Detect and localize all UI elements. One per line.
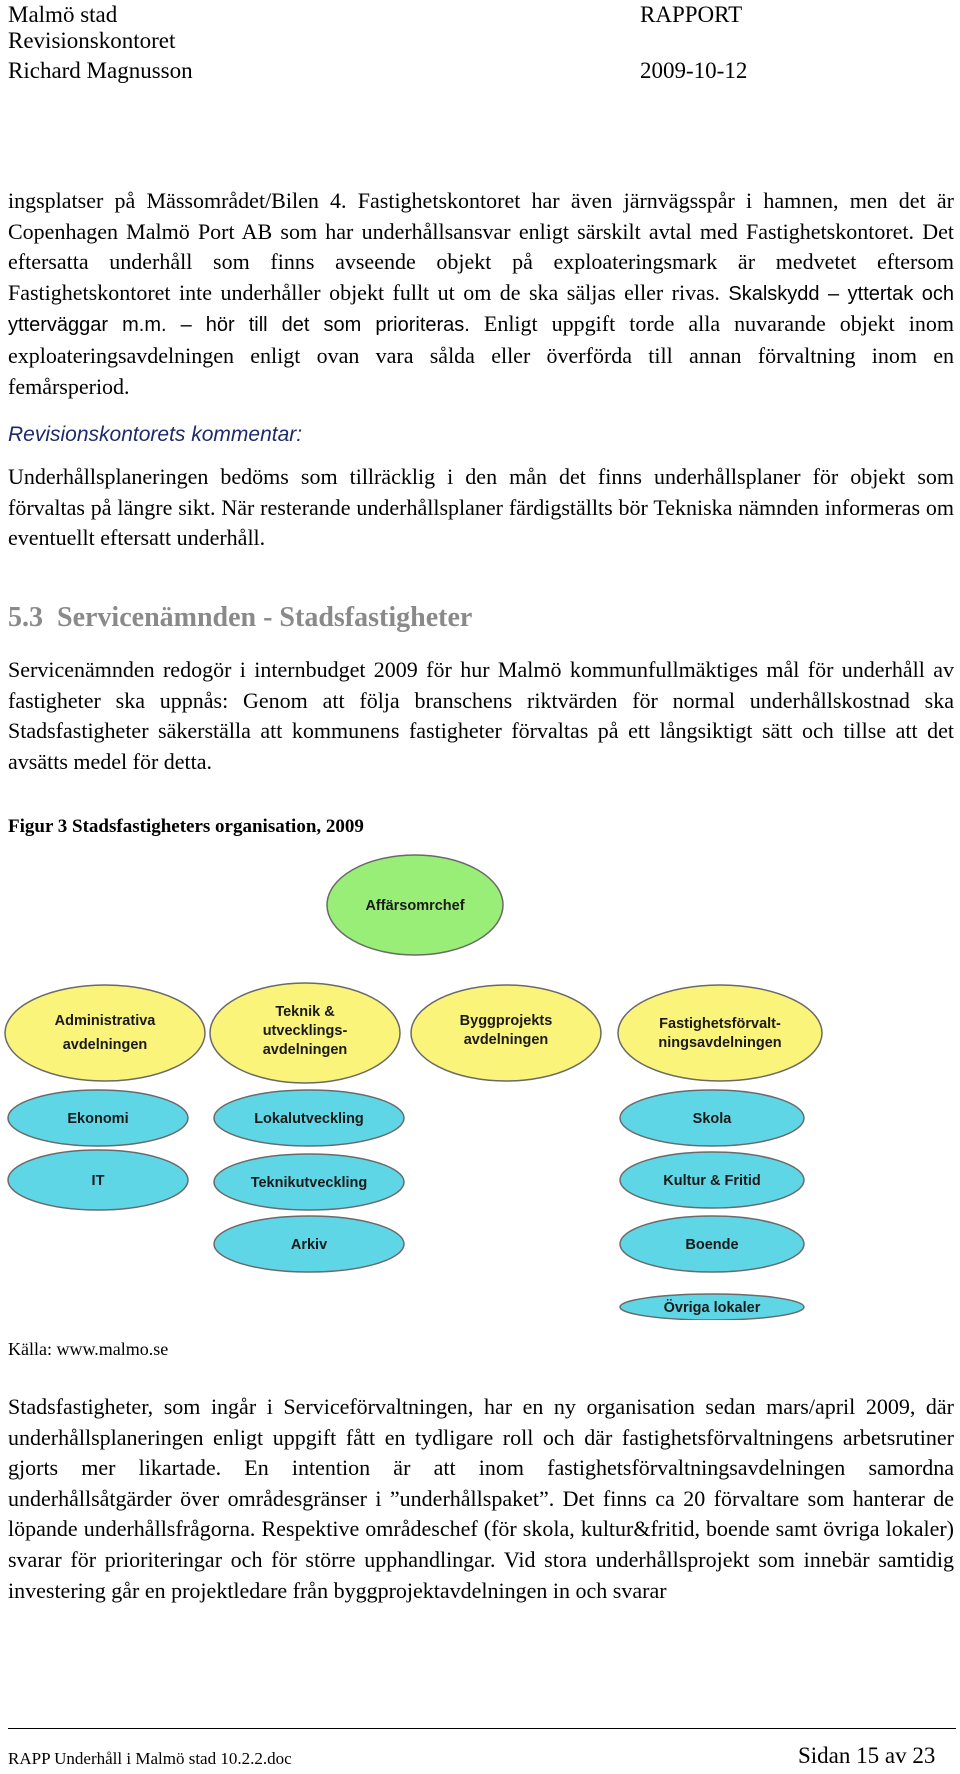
org-dept-fast-line2: ningsavdelningen bbox=[658, 1035, 782, 1051]
org-unit-skola-label: Skola bbox=[692, 1111, 732, 1127]
org-dept-admin-shape bbox=[5, 985, 205, 1081]
org-dept-teknik-line1: Teknik & bbox=[275, 1004, 335, 1020]
org-unit-it bbox=[8, 1150, 188, 1210]
org-unit-ekonomi-label: Ekonomi bbox=[67, 1111, 129, 1127]
org-node-top bbox=[327, 855, 503, 955]
header-org: Malmö stad bbox=[8, 2, 118, 27]
org-dept-bygg-line2: avdelningen bbox=[463, 1032, 549, 1048]
org-dept-teknik-line3: avdelningen bbox=[262, 1042, 348, 1058]
org-unit-lokalutveckling bbox=[214, 1090, 404, 1146]
org-unit-teknikutveckling bbox=[214, 1154, 404, 1210]
org-dept-admin bbox=[5, 985, 205, 1081]
org-unit-arkiv-label: Arkiv bbox=[290, 1237, 328, 1253]
org-unit-boende-label: Boende bbox=[685, 1237, 739, 1253]
comment-heading: Revisionskontorets kommentar: bbox=[8, 423, 303, 446]
org-unit-teknikutveckling-label: Teknikutveckling bbox=[250, 1175, 368, 1191]
org-unit-boende bbox=[620, 1216, 804, 1272]
org-dept-fast-line1: Fastighetsförvalt- bbox=[659, 1016, 781, 1032]
org-unit-ekonomi bbox=[8, 1090, 188, 1146]
org-dept-admin-line2: avdelningen bbox=[62, 1037, 148, 1053]
section-number: 5.3 bbox=[8, 602, 43, 633]
figure-source: Källa: www.malmo.se bbox=[8, 1339, 169, 1359]
org-dept-admin-line1: Administrativa bbox=[54, 1013, 156, 1029]
org-unit-ovriga bbox=[620, 1294, 804, 1320]
org-dept-teknik-line2: utvecklings- bbox=[262, 1023, 348, 1039]
org-dept-bygg-line1: Byggprojekts bbox=[459, 1013, 553, 1029]
paragraph-exploatering-a: ingsplatser på Mässområdet/Bilen 4. Fastighetskontoret har även järnvägsspår i hamnen, men det är Copenhagen Malmö Port AB som har underhållsansvar enligt särskilt avtal med Fastighetskontoret. Det eftersatta underhåll som finns avseende objekt på exploateringsmark är medvetet eftersom Fastighetskontoret inte underhåller objekt fullt ut om de ska säljas eller rivas. bbox=[8, 188, 954, 305]
footer-divider bbox=[8, 1728, 956, 1729]
org-unit-ovriga-label: Övriga lokaler bbox=[663, 1300, 761, 1316]
header-date: 2009-10-12 bbox=[640, 58, 748, 83]
header-doctype: RAPPORT bbox=[640, 2, 743, 27]
org-dept-teknik bbox=[210, 983, 400, 1083]
paragraph-exploatering bbox=[8, 186, 954, 402]
header-dept: Revisionskontoret bbox=[8, 28, 176, 53]
org-dept-fast-shape bbox=[618, 985, 822, 1081]
paragraph-servicenamnden: Servicenämnden redogör i internbudget 2009 för hur Malmö kommunfullmäktiges mål för underhåll av fastigheter ska uppnås: Genom att följa branschens riktvärden för normal underhållskostnad ska Stadsfastigheter säkerställa att kommunens fastigheter förvaltas på ett långsiktigt sätt och tillse att det avsätts medel för detta. bbox=[8, 657, 954, 774]
figure-caption: Figur 3 Stadsfastigheters organisation, 2009 bbox=[8, 816, 364, 837]
paragraph-exploatering-c: Enligt uppgift torde alla nuvarande objekt inom exploateringsavdelningen enligt ovan vara sålda eller överförda till annan förvaltning inom en femårsperiod. bbox=[8, 311, 954, 399]
header-author: Richard Magnusson bbox=[8, 58, 193, 83]
org-unit-it-label: IT bbox=[91, 1173, 105, 1189]
org-unit-kultur bbox=[620, 1152, 804, 1208]
org-unit-skola bbox=[620, 1090, 804, 1146]
org-unit-lokalutveckling-label: Lokalutveckling bbox=[254, 1111, 364, 1127]
comment-text: Underhållsplaneringen bedöms som tillräcklig i den mån det finns underhållsplaner för objekt som förvaltas på längre sikt. När resterande underhållsplaner färdigställts bör Tekniska nämnden informeras om eventuellt eftersatt underhåll. bbox=[8, 464, 954, 551]
footer-page-number: Sidan 15 av 23 bbox=[798, 1743, 936, 1768]
footer-filename: RAPP Underhåll i Malmö stad 10.2.2.doc bbox=[8, 1749, 292, 1768]
org-unit-arkiv bbox=[214, 1216, 404, 1272]
org-unit-kultur-label: Kultur & Fritid bbox=[663, 1173, 761, 1189]
paragraph-stadsfastigheter: Stadsfastigheter, som ingår i Serviceförvaltningen, har en ny organisation sedan mars/april 2009, där underhållsplaneringen enligt uppgift fått en tydligare roll och där fastighetsförvaltningens arbetsrutiner gjorts mer likartade. En intention är att inom fastighetsförvaltningsavdelningen samordna underhållsåtgärder över områdesgränser i ”underhållspaket”. Det finns ca 20 förvaltare som hanterar de löpande underhållsfrågorna. Respektive områdeschef (för skola, kultur&fritid, boende samt övriga lokaler) svarar för prioriteringar och för större upphandlingar. Vid stora underhållsprojekt som innebär samtidig investering går en projektledare från byggprojektavdelningen in och svarar bbox=[8, 1394, 954, 1603]
org-chart bbox=[0, 850, 960, 1320]
section-title: Servicenämnden - Stadsfastigheter bbox=[57, 602, 473, 633]
section-heading bbox=[8, 601, 472, 635]
org-dept-fast bbox=[618, 985, 822, 1081]
org-node-top-label: Affärsomrchef bbox=[365, 898, 465, 914]
org-dept-bygg bbox=[411, 985, 601, 1081]
paragraph-exploatering-b: Skalskydd – yttertak och ytterväggar m.m. – hör till det som prioriteras. bbox=[8, 282, 954, 337]
